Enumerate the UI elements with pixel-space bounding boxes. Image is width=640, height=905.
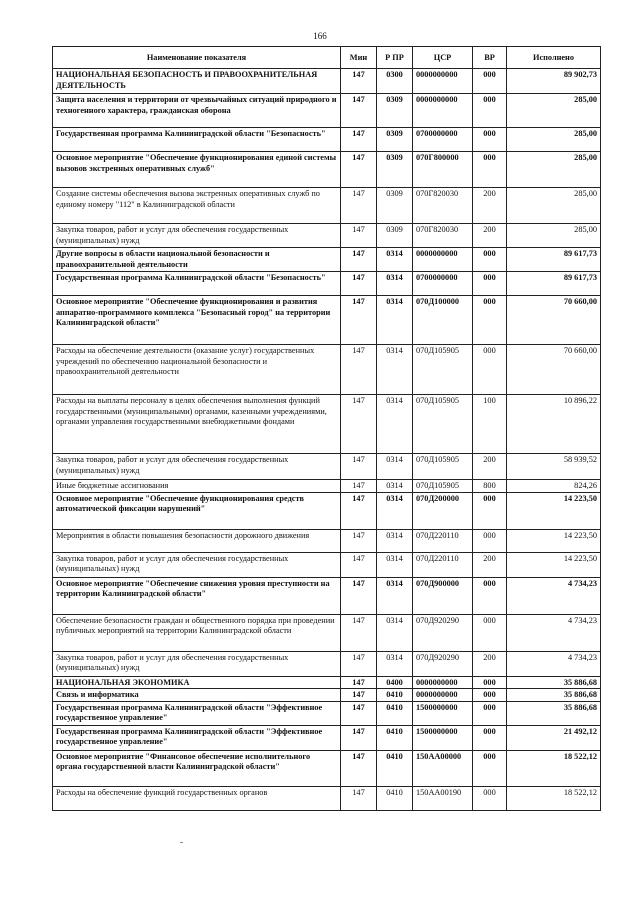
cell-csr: 070Д920290 xyxy=(413,651,473,676)
table-row xyxy=(53,188,601,224)
cell-name: Основное мероприятие "Обеспечение функционирования и развития аппаратно-программного комплекса "Безопасный город" на территории Калининградской области" xyxy=(53,296,341,345)
cell-vr: 000 xyxy=(473,248,507,272)
table-row xyxy=(53,552,601,577)
cell-name: Закупка товаров, работ и услуг для обеспечения государственных (муниципальных) нужд xyxy=(53,454,341,480)
cell-name: Государственная программа Калининградской области "Безопасность" xyxy=(53,272,341,296)
cell-name: Расходы на выплаты персоналу в целях обеспечения выполнения функций государственными (муниципальными) органами, казенными учреждениями, органами управления государственными внебюджетными фондами xyxy=(53,395,341,454)
cell-rpr: 0314 xyxy=(377,577,413,614)
cell-min: 147 xyxy=(341,529,377,552)
cell-min: 147 xyxy=(341,577,377,614)
cell-amount: 21 492,12 xyxy=(507,725,601,750)
page-number: 166 xyxy=(313,31,327,41)
cell-min: 147 xyxy=(341,345,377,395)
cell-csr: 070Д900000 xyxy=(413,577,473,614)
cell-csr: 150АА00190 xyxy=(413,786,473,810)
cell-min: 147 xyxy=(341,651,377,676)
cell-min: 147 xyxy=(341,94,377,128)
cell-name: Другие вопросы в области национальной безопасности и правоохранительной деятельности xyxy=(53,248,341,272)
table-row xyxy=(53,345,601,395)
cell-vr: 000 xyxy=(473,345,507,395)
cell-vr: 000 xyxy=(473,152,507,188)
cell-name: Государственная программа Калининградской области "Эффективное государственное управление" xyxy=(53,701,341,725)
table-row xyxy=(53,480,601,493)
header-name: Наименование показателя xyxy=(53,47,341,69)
cell-min: 147 xyxy=(341,188,377,224)
cell-amount: 35 886,68 xyxy=(507,676,601,689)
cell-name: Государственная программа Калининградской области "Эффективное государственное управление" xyxy=(53,725,341,750)
header-amount: Исполнено xyxy=(507,47,601,69)
cell-amount: 14 223,50 xyxy=(507,492,601,529)
cell-csr: 0000000000 xyxy=(413,676,473,689)
cell-rpr: 0314 xyxy=(377,651,413,676)
cell-vr: 000 xyxy=(473,701,507,725)
cell-vr: 200 xyxy=(473,552,507,577)
cell-amount: 70 660,00 xyxy=(507,345,601,395)
cell-amount: 4 734,23 xyxy=(507,651,601,676)
cell-csr: 0000000000 xyxy=(413,69,473,94)
table-row xyxy=(53,454,601,480)
cell-vr: 000 xyxy=(473,296,507,345)
cell-csr: 070Д200000 xyxy=(413,492,473,529)
cell-amount: 285,00 xyxy=(507,224,601,248)
header-min: Мин xyxy=(341,47,377,69)
table-row xyxy=(53,152,601,188)
cell-csr: 1500000000 xyxy=(413,725,473,750)
table-row xyxy=(53,272,601,296)
cell-csr: 070Г820030 xyxy=(413,188,473,224)
cell-vr: 000 xyxy=(473,577,507,614)
table-row xyxy=(53,689,601,702)
cell-vr: 000 xyxy=(473,750,507,786)
cell-rpr: 0314 xyxy=(377,552,413,577)
cell-vr: 000 xyxy=(473,69,507,94)
cell-rpr: 0309 xyxy=(377,94,413,128)
budget-table xyxy=(52,46,601,811)
cell-csr: 0000000000 xyxy=(413,689,473,702)
cell-name: Связь и информатика xyxy=(53,689,341,702)
cell-rpr: 0410 xyxy=(377,786,413,810)
cell-amount: 285,00 xyxy=(507,152,601,188)
cell-name: Закупка товаров, работ и услуг для обеспечения государственных (муниципальных) нужд xyxy=(53,224,341,248)
cell-amount: 18 522,12 xyxy=(507,786,601,810)
cell-amount: 35 886,68 xyxy=(507,701,601,725)
cell-vr: 000 xyxy=(473,786,507,810)
table-row xyxy=(53,651,601,676)
header-csr: ЦСР xyxy=(413,47,473,69)
cell-amount: 285,00 xyxy=(507,94,601,128)
cell-rpr: 0314 xyxy=(377,480,413,493)
cell-min: 147 xyxy=(341,786,377,810)
cell-csr: 070Д920290 xyxy=(413,614,473,651)
cell-amount: 4 734,23 xyxy=(507,614,601,651)
cell-name: Защита населения и территории от чрезвычайных ситуаций природного и техногенного характера, гражданская оборона xyxy=(53,94,341,128)
table-row xyxy=(53,395,601,454)
cell-name: Основное мероприятие "Обеспечение функционирования единой системы вызовов экстренных оперативных служб" xyxy=(53,152,341,188)
header-vr: ВР xyxy=(473,47,507,69)
cell-min: 147 xyxy=(341,480,377,493)
cell-csr: 1500000000 xyxy=(413,701,473,725)
cell-csr: 150АА00000 xyxy=(413,750,473,786)
table-row xyxy=(53,128,601,152)
cell-rpr: 0314 xyxy=(377,296,413,345)
cell-rpr: 0410 xyxy=(377,701,413,725)
cell-min: 147 xyxy=(341,552,377,577)
cell-amount: 10 896,22 xyxy=(507,395,601,454)
cell-amount: 89 617,73 xyxy=(507,272,601,296)
cell-vr: 000 xyxy=(473,128,507,152)
cell-min: 147 xyxy=(341,248,377,272)
cell-name: Расходы на обеспечение деятельности (оказание услуг) государственных учреждений по обеспечению национальной безопасности и правоохранительной деятельности xyxy=(53,345,341,395)
table-row xyxy=(53,577,601,614)
cell-amount: 58 939,52 xyxy=(507,454,601,480)
cell-csr: 0700000000 xyxy=(413,272,473,296)
cell-rpr: 0314 xyxy=(377,454,413,480)
cell-amount: 89 617,73 xyxy=(507,248,601,272)
cell-min: 147 xyxy=(341,296,377,345)
cell-name: НАЦИОНАЛЬНАЯ БЕЗОПАСНОСТЬ И ПРАВООХРАНИТЕЛЬНАЯ ДЕЯТЕЛЬНОСТЬ xyxy=(53,69,341,94)
table-row xyxy=(53,614,601,651)
cell-min: 147 xyxy=(341,152,377,188)
cell-min: 147 xyxy=(341,614,377,651)
cell-amount: 18 522,12 xyxy=(507,750,601,786)
table-row xyxy=(53,750,601,786)
cell-amount: 285,00 xyxy=(507,128,601,152)
cell-min: 147 xyxy=(341,454,377,480)
cell-amount: 70 660,00 xyxy=(507,296,601,345)
cell-vr: 000 xyxy=(473,272,507,296)
cell-csr: 070Д105905 xyxy=(413,395,473,454)
cell-min: 147 xyxy=(341,224,377,248)
cell-amount: 89 902,73 xyxy=(507,69,601,94)
cell-csr: 070Д105905 xyxy=(413,345,473,395)
cell-rpr: 0309 xyxy=(377,152,413,188)
cell-min: 147 xyxy=(341,272,377,296)
cell-name: Основное мероприятие "Обеспечение функционирования средств автоматической фиксации нарушений" xyxy=(53,492,341,529)
cell-rpr: 0314 xyxy=(377,614,413,651)
cell-rpr: 0309 xyxy=(377,128,413,152)
table-row xyxy=(53,224,601,248)
cell-name: Основное мероприятие "Обеспечение снижения уровня преступности на территории Калининградской области" xyxy=(53,577,341,614)
cell-min: 147 xyxy=(341,725,377,750)
cell-csr: 070Д220110 xyxy=(413,552,473,577)
cell-csr: 070Д105905 xyxy=(413,454,473,480)
cell-name: Закупка товаров, работ и услуг для обеспечения государственных (муниципальных) нужд xyxy=(53,651,341,676)
cell-rpr: 0314 xyxy=(377,395,413,454)
table-row xyxy=(53,786,601,810)
table-row xyxy=(53,248,601,272)
cell-rpr: 0314 xyxy=(377,492,413,529)
cell-csr: 070Г820030 xyxy=(413,224,473,248)
cell-csr: 070Д220110 xyxy=(413,529,473,552)
cell-name: Расходы на обеспечение функций государственных органов xyxy=(53,786,341,810)
cell-min: 147 xyxy=(341,492,377,529)
cell-name: НАЦИОНАЛЬНАЯ ЭКОНОМИКА xyxy=(53,676,341,689)
cell-rpr: 0314 xyxy=(377,345,413,395)
cell-rpr: 0314 xyxy=(377,529,413,552)
cell-vr: 000 xyxy=(473,529,507,552)
cell-name: Обеспечение безопасности граждан и общественного порядка при проведении публичных мероприятий на территории Калининградской области xyxy=(53,614,341,651)
cell-min: 147 xyxy=(341,69,377,94)
cell-name: Основное мероприятие "Финансовое обеспечение исполнительного органа государственной власти Калининградской области" xyxy=(53,750,341,786)
cell-amount: 14 223,50 xyxy=(507,552,601,577)
cell-rpr: 0309 xyxy=(377,188,413,224)
cell-vr: 800 xyxy=(473,480,507,493)
cell-rpr: 0314 xyxy=(377,272,413,296)
cell-vr: 000 xyxy=(473,725,507,750)
table-body xyxy=(53,69,601,811)
cell-csr: 070Г800000 xyxy=(413,152,473,188)
cell-vr: 000 xyxy=(473,676,507,689)
cell-vr: 000 xyxy=(473,614,507,651)
cell-rpr: 0400 xyxy=(377,676,413,689)
header-rpr: Р ПР xyxy=(377,47,413,69)
cell-rpr: 0309 xyxy=(377,224,413,248)
table-row xyxy=(53,69,601,94)
cell-name: Государственная программа Калининградской области "Безопасность" xyxy=(53,128,341,152)
cell-amount: 4 734,23 xyxy=(507,577,601,614)
cell-vr: 200 xyxy=(473,188,507,224)
cell-name: Мероприятия в области повышения безопасности дорожного движения xyxy=(53,529,341,552)
cell-rpr: 0314 xyxy=(377,248,413,272)
cell-min: 147 xyxy=(341,750,377,786)
cell-min: 147 xyxy=(341,395,377,454)
cell-min: 147 xyxy=(341,676,377,689)
cell-vr: 000 xyxy=(473,94,507,128)
cell-csr: 0000000000 xyxy=(413,94,473,128)
cell-csr: 0000000000 xyxy=(413,248,473,272)
cell-min: 147 xyxy=(341,128,377,152)
table-row xyxy=(53,676,601,689)
cell-amount: 285,00 xyxy=(507,188,601,224)
cell-rpr: 0300 xyxy=(377,69,413,94)
cell-csr: 0700000000 xyxy=(413,128,473,152)
cell-vr: 200 xyxy=(473,651,507,676)
cell-amount: 14 223,50 xyxy=(507,529,601,552)
table-row xyxy=(53,725,601,750)
cell-name: Закупка товаров, работ и услуг для обеспечения государственных (муниципальных) нужд xyxy=(53,552,341,577)
cell-rpr: 0410 xyxy=(377,689,413,702)
table-row xyxy=(53,296,601,345)
cell-vr: 000 xyxy=(473,689,507,702)
cell-rpr: 0410 xyxy=(377,725,413,750)
table-row xyxy=(53,529,601,552)
table-row xyxy=(53,492,601,529)
table-header-row xyxy=(53,47,601,69)
cell-vr: 200 xyxy=(473,224,507,248)
cell-name: Иные бюджетные ассигнования xyxy=(53,480,341,493)
table-row xyxy=(53,94,601,128)
cell-csr: 070Д100000 xyxy=(413,296,473,345)
cell-min: 147 xyxy=(341,689,377,702)
cell-name: Создание системы обеспечения вызова экстренных оперативных служб по единому номеру "112" в Калининградской области xyxy=(53,188,341,224)
table-row xyxy=(53,701,601,725)
cell-rpr: 0410 xyxy=(377,750,413,786)
cell-amount: 35 886,68 xyxy=(507,689,601,702)
cell-amount: 824,26 xyxy=(507,480,601,493)
cell-vr: 200 xyxy=(473,454,507,480)
cell-vr: 000 xyxy=(473,492,507,529)
cell-min: 147 xyxy=(341,701,377,725)
cell-csr: 070Д105905 xyxy=(413,480,473,493)
scan-artifact xyxy=(180,842,183,843)
cell-vr: 100 xyxy=(473,395,507,454)
